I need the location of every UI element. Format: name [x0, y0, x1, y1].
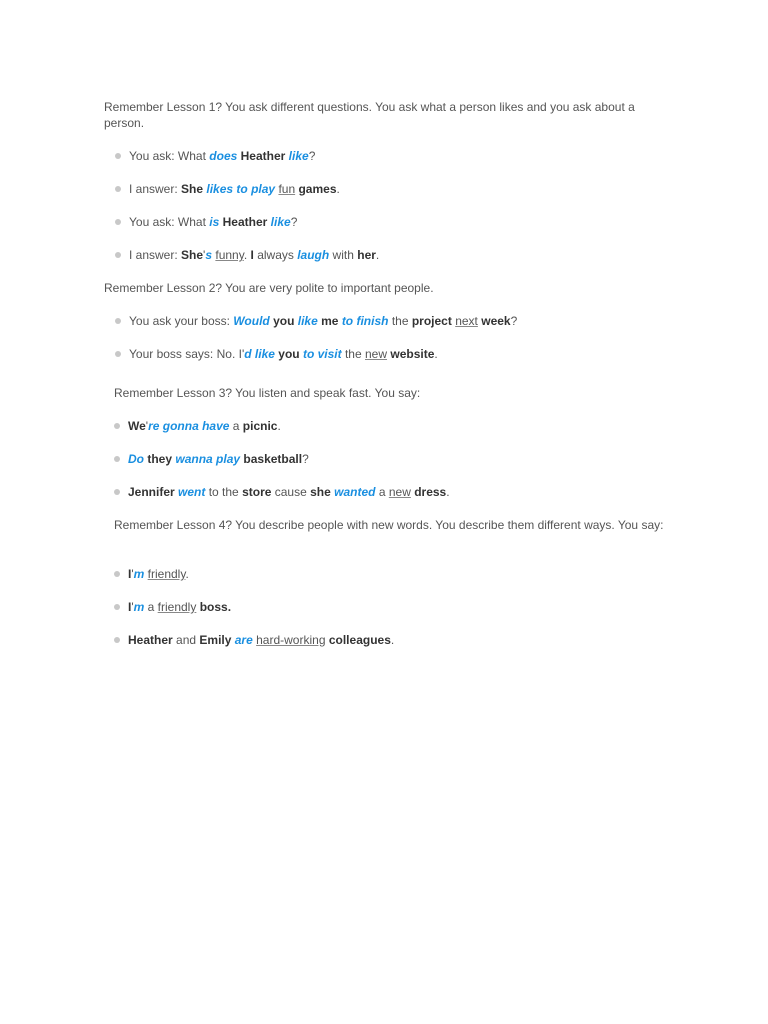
highlighted-phrase: laugh: [297, 248, 330, 262]
bold-word: Heather: [128, 633, 173, 647]
underlined-word: funny: [215, 248, 244, 262]
highlighted-phrase: m: [133, 567, 145, 581]
text-fragment: You ask: What: [129, 149, 210, 163]
text-fragment: .: [185, 567, 189, 581]
list-item: [104, 247, 668, 280]
highlighted-phrase: does: [209, 149, 238, 163]
list-item: [104, 313, 668, 346]
bold-word: Heather: [240, 149, 286, 163]
text-fragment: a: [144, 600, 158, 614]
bullet-icon: [115, 318, 121, 324]
text-fragment: Your boss says: No. I': [129, 347, 245, 361]
bold-word: store: [242, 485, 272, 499]
lesson-4-list: [104, 566, 668, 665]
list-item: [104, 566, 668, 599]
text-fragment: ': [131, 567, 134, 581]
lesson-3-intro: Remember Lesson 3? You listen and speak fast. You say:: [114, 386, 421, 400]
bold-word: picnic: [242, 419, 278, 433]
text-fragment: with: [329, 248, 358, 262]
bullet-icon: [114, 637, 120, 643]
highlighted-phrase: to finish: [341, 314, 389, 328]
bold-word: I: [250, 248, 254, 262]
bullet-icon: [114, 456, 120, 462]
bold-word: Emily: [199, 633, 232, 647]
lesson-1-intro: Remember Lesson 1? You ask different questions. You ask what a person likes and you ask about a person.: [104, 100, 635, 130]
highlighted-phrase: like: [270, 215, 291, 229]
lesson-1-list: [104, 148, 668, 280]
text-fragment: ?: [308, 149, 316, 163]
bold-word: Heather: [222, 215, 268, 229]
bullet-icon: [114, 423, 120, 429]
highlighted-phrase: like: [288, 149, 309, 163]
highlighted-phrase: to visit: [302, 347, 342, 361]
bullet-icon: [115, 153, 121, 159]
list-item: [104, 181, 668, 214]
bullet-icon: [115, 351, 121, 357]
text-fragment: I answer:: [129, 248, 182, 262]
bold-word: website: [390, 347, 435, 361]
list-item: [104, 148, 668, 181]
bold-word: basketball: [243, 452, 303, 466]
highlighted-phrase: d like: [244, 347, 275, 361]
highlighted-phrase: m: [133, 600, 145, 614]
text-fragment: .: [375, 248, 380, 262]
bold-word: She: [181, 182, 204, 196]
list-item: [104, 214, 668, 247]
text-fragment: a: [375, 485, 389, 499]
text-fragment: the: [341, 347, 365, 361]
highlighted-phrase: is: [209, 215, 220, 229]
bold-word: me: [321, 314, 339, 328]
highlighted-phrase: are: [234, 633, 253, 647]
underlined-word: next: [455, 314, 478, 328]
text-fragment: cause: [271, 485, 311, 499]
text-fragment: ': [145, 419, 149, 433]
text-fragment: the: [388, 314, 412, 328]
highlighted-phrase: s: [205, 248, 213, 262]
text-fragment: .: [390, 633, 395, 647]
bullet-icon: [114, 604, 120, 610]
bold-word: I: [128, 567, 132, 581]
lesson-4-intro: Remember Lesson 4? You describe people with new words. You describe them different ways. You say:: [114, 518, 664, 532]
list-item: [104, 346, 668, 379]
bold-word: project: [411, 314, 452, 328]
text-fragment: .: [434, 347, 438, 361]
highlighted-phrase: likes to play: [206, 182, 276, 196]
text-fragment: You ask your boss:: [129, 314, 234, 328]
list-item: [104, 484, 668, 517]
bold-word: week: [481, 314, 511, 328]
highlighted-phrase: Do: [128, 452, 144, 466]
text-fragment: I answer:: [129, 182, 182, 196]
bold-word: dress: [414, 485, 447, 499]
text-fragment: .: [277, 419, 281, 433]
text-fragment: a: [229, 419, 243, 433]
bold-word: you: [278, 347, 300, 361]
lesson-3-list: [104, 418, 668, 517]
bold-word: colleagues: [328, 633, 391, 647]
bold-word: her: [357, 248, 376, 262]
bullet-icon: [115, 186, 121, 192]
highlighted-phrase: re gonna have: [148, 419, 230, 433]
list-item: [104, 632, 668, 665]
highlighted-phrase: wanna play: [175, 452, 241, 466]
bold-word: you: [273, 314, 295, 328]
bold-word: boss.: [199, 600, 232, 614]
underlined-word: fun: [278, 182, 296, 196]
bold-word: they: [147, 452, 173, 466]
text-fragment: .: [446, 485, 450, 499]
lesson-2-intro: Remember Lesson 2? You are very polite to important people.: [104, 281, 434, 295]
highlighted-phrase: Would: [233, 314, 270, 328]
bullet-icon: [115, 219, 121, 225]
list-item: [104, 418, 668, 451]
bold-word: she: [310, 485, 331, 499]
underlined-word: friendly: [157, 600, 197, 614]
text-fragment: ?: [290, 215, 298, 229]
underlined-word: new: [388, 485, 411, 499]
highlighted-phrase: wanted: [334, 485, 376, 499]
text-fragment: .: [243, 248, 251, 262]
lesson-2-list: [104, 313, 668, 379]
text-fragment: and: [172, 633, 200, 647]
highlighted-phrase: like: [297, 314, 318, 328]
bullet-icon: [115, 252, 121, 258]
highlighted-phrase: went: [178, 485, 206, 499]
underlined-word: hard-working: [256, 633, 326, 647]
document-page: [104, 99, 668, 665]
underlined-word: new: [365, 347, 388, 361]
text-fragment: ': [131, 600, 134, 614]
bold-word: I: [128, 600, 132, 614]
bold-word: She: [181, 248, 204, 262]
text-fragment: ?: [510, 314, 518, 328]
bold-word: Jennifer: [128, 485, 175, 499]
text-fragment: .: [336, 182, 340, 196]
text-fragment: to the: [205, 485, 243, 499]
bold-word: We: [128, 419, 146, 433]
underlined-word: friendly: [147, 567, 186, 581]
list-item: [104, 599, 668, 632]
text-fragment: always: [253, 248, 298, 262]
bullet-icon: [114, 489, 120, 495]
text-fragment: ?: [302, 452, 309, 466]
list-item: [104, 451, 668, 484]
bold-word: games: [298, 182, 337, 196]
text-fragment: You ask: What: [129, 215, 210, 229]
bullet-icon: [114, 571, 120, 577]
text-fragment: ': [203, 248, 206, 262]
